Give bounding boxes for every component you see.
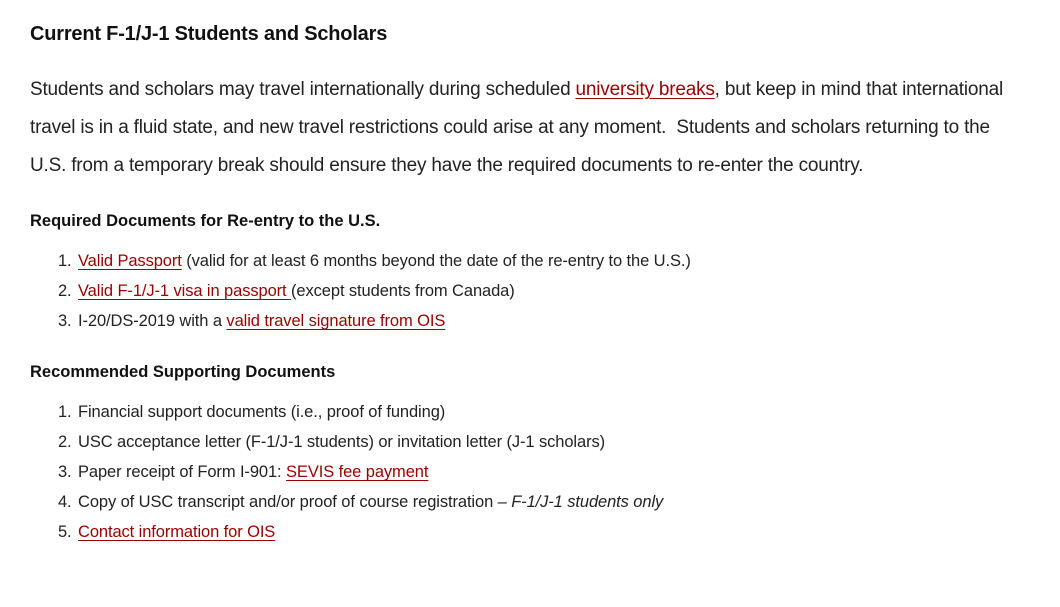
valid-passport-note: (valid for at least 6 months beyond the date of the re-entry to the U.S.) (181, 252, 691, 270)
travel-signature-pre: I-20/DS-2019 with a (78, 312, 227, 330)
valid-visa-note: (except students from Canada) (291, 282, 515, 300)
required-documents-heading: Required Documents for Re-entry to the U.S. (30, 212, 381, 230)
intro-text-pre: Students and scholars may travel internationally during scheduled (30, 79, 576, 100)
page-title: Current F-1/J-1 Students and Scholars (30, 23, 388, 45)
recommended-documents-list (30, 397, 1030, 547)
list-item-transcript (76, 487, 1030, 517)
transcript-italic-note: F-1/J-1 students only (511, 493, 664, 511)
list-item-contact-ois (76, 517, 1030, 547)
list-item-financial-support (76, 397, 1030, 427)
valid-passport-link[interactable]: Valid Passport (78, 252, 182, 270)
university-breaks-link[interactable]: university breaks (575, 79, 715, 100)
intro-paragraph (30, 71, 1030, 185)
travel-signature-link[interactable]: valid travel signature from OIS (226, 312, 446, 330)
list-item-valid-passport (76, 246, 1030, 276)
list-item-travel-signature (76, 306, 1030, 336)
valid-visa-link[interactable]: Valid F-1/J-1 visa in passport (78, 282, 292, 300)
intro-text-post: , but keep in mind that international travel is in a fluid state, and new travel restrictions could arise at any moment. Students and scholars returning to the U.S. from a temporary break should ensure they have the required documents to re-enter the country. (30, 79, 1009, 176)
list-item-valid-visa (76, 276, 1030, 306)
contact-ois-link[interactable]: Contact information for OIS (78, 523, 276, 541)
recommended-documents-heading: Recommended Supporting Documents (30, 363, 336, 381)
list-item-sevis-receipt (76, 457, 1030, 487)
list-item-acceptance-letter (76, 427, 1030, 457)
transcript-pre: Copy of USC transcript and/or proof of course registration – (78, 493, 512, 511)
required-documents-list (30, 246, 1030, 336)
acceptance-letter-text: USC acceptance letter (F-1/J-1 students) or invitation letter (J-1 scholars) (78, 433, 606, 451)
financial-support-text: Financial support documents (i.e., proof of funding) (78, 403, 446, 421)
sevis-fee-payment-link[interactable]: SEVIS fee payment (286, 463, 429, 481)
sevis-receipt-pre: Paper receipt of Form I-901: (78, 463, 287, 481)
